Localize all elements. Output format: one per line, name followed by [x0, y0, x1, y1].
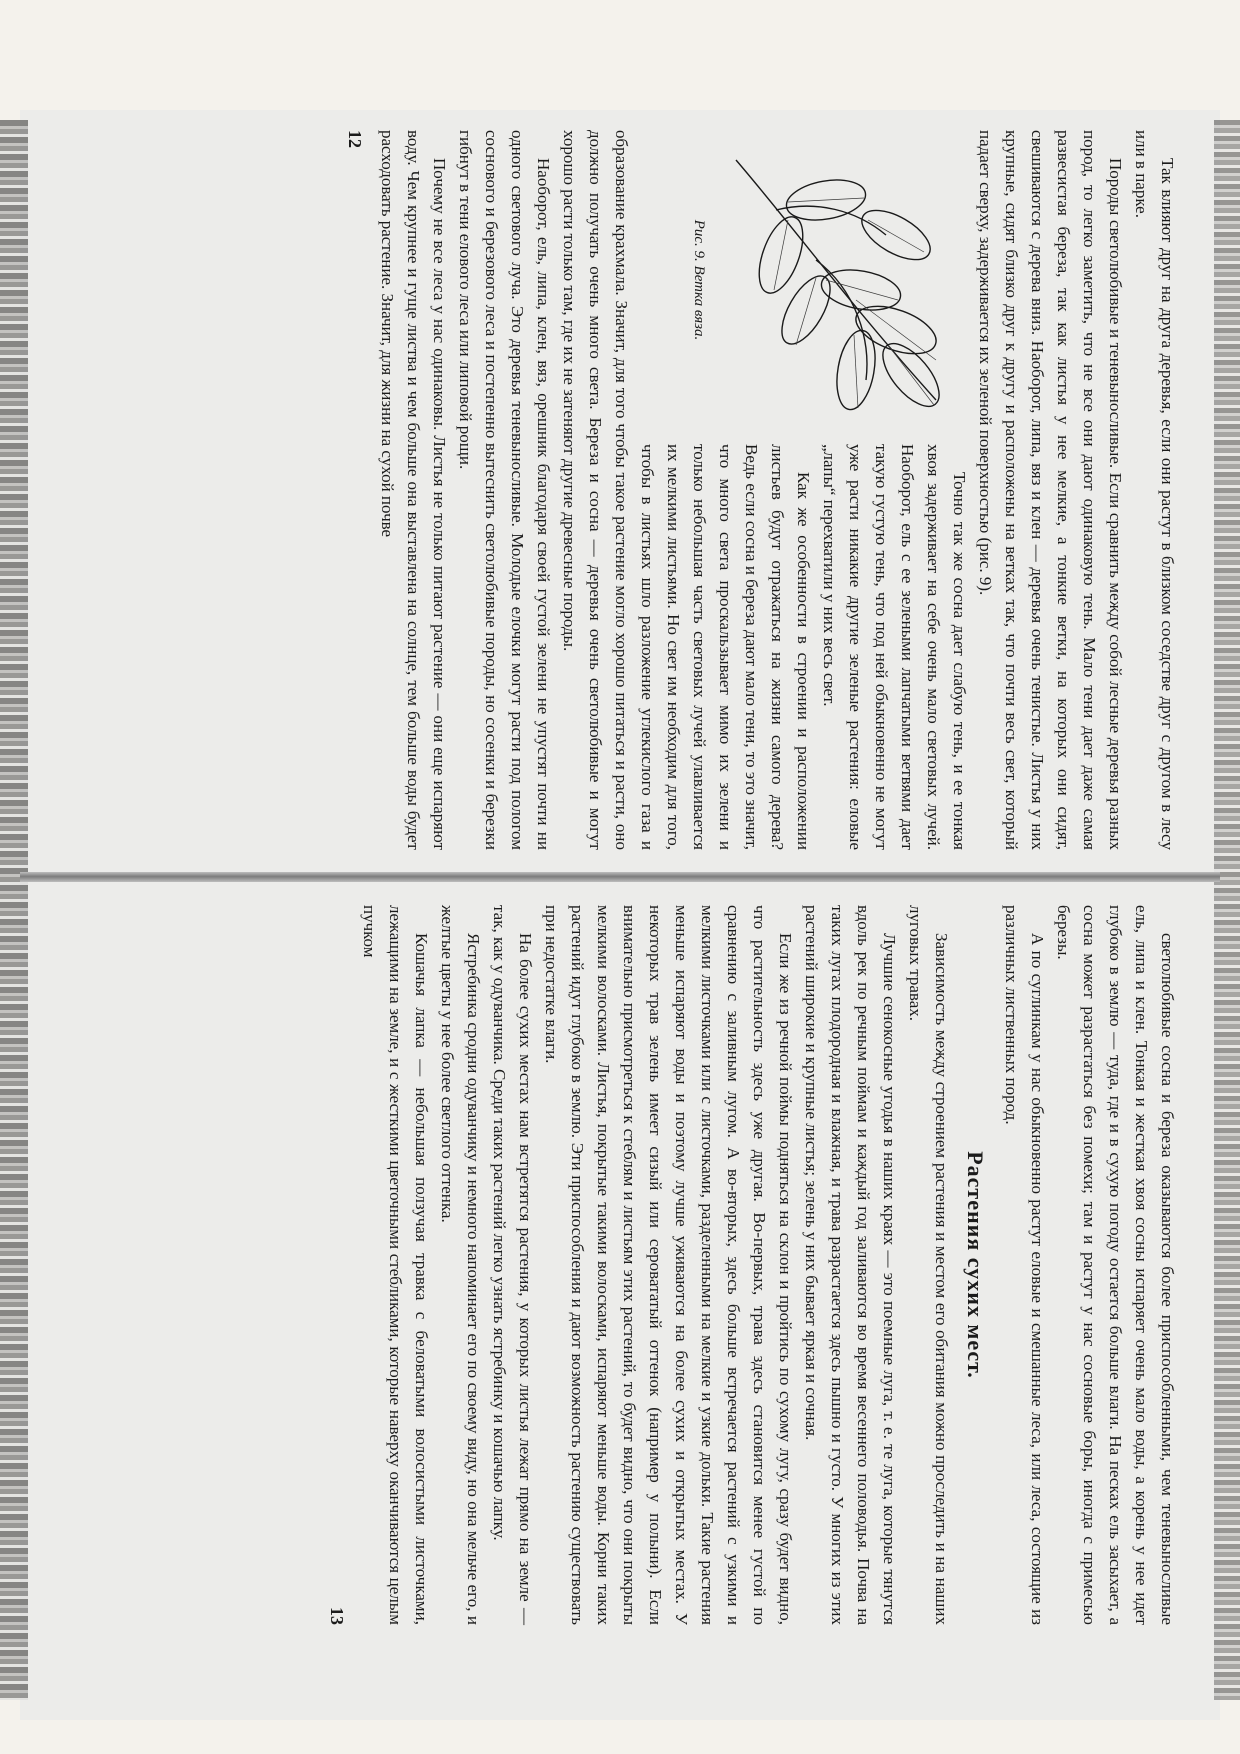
paragraph: Точно так же сосна дает слабую тень, и ее тонкая хвоя задерживает на себе очень мало световых лучей. Наоборот, ель с ее зелеными лапчатыми ветвями дает такую густую тень, что под ней обыкновенно не могут уже расти никакие другие зеленые растения: еловые „лапы“ перехватили у них весь свет.: [820, 444, 969, 850]
paragraph: Если же из речной поймы подняться на склон и пройтись по сухому лугу, сразу будет видно, что растительность здесь уже другая. Во-первых, трава здесь становится менее густой по сравнению с заливным лугом. А во-вторых, здесь больше встречается растений с узкими и мелкими листочками или с листочками, разделенными на мелкие и узкие дольки. Такие растения меньше испаряют воды и поэтому лучше уживаются на более сухих и открытых местах. У некоторых трав зелень имеет сизый или серовататый оттенок (например у полыни). Если внимательно присмотреться к стеблям и листьям этих растений, то будет видно, что они покрыты мелкими волосками. Листья, покрытые такими волосками, испаряют меньше воды. Корни таких растений идут глубоко в землю. Эти приспособления и дают возможность растению существовать при недостатке влаги.: [542, 905, 795, 1625]
paragraph: На более сухих местах нам встретятся растения, у которых листья лежат прямо на земле — так, как у одуванчика. Среди таких растений легко узнать ястребинку и кошачью лапку.: [490, 905, 535, 1625]
elm-branch-illustration-icon: [716, 140, 966, 420]
page-number: 12: [345, 130, 365, 148]
paragraph: Кошачья лапка — небольшая ползучая травка с беловатыми волосистыми листочками, лежащими на земле, и с жесткими цветочными стебликами, которые наверху оканчиваются целым пучком: [360, 905, 431, 1625]
figure-elm-branch: [666, 130, 966, 430]
scan-edge-right: [1214, 120, 1240, 1700]
paragraph: Наоборот, ель, липа, клен, вяз, орешник благодаря своей густой зелени не упустят почти ни одного светового луча. Это деревья теневыносливые. Молодые елочки могут расти под пологом соснового и березового леса и постепенно вытеснить светолюбивые породы, но сосенки и березки гибнут в тени елового леса или липовой рощи.: [456, 130, 553, 850]
page-13: [60, 905, 1180, 1625]
section-heading: Растения сухих мест.: [963, 1151, 988, 1379]
paragraph: светолюбивые сосна и береза оказываются более приспособленными, чем теневыносливые ель, липа и клен. Тонкая и жесткая хвоя сосны испаряет очень мало воды, а корень у нее идет глубоко в землю — туда, где и в сухую погоду остается больше влаги. На песках ель засыхает, а сосна может разрастаться без помехи; там и растут у нас сосновые боры, иногда с примесью березы.: [1054, 905, 1177, 1625]
paragraph: А по суглинкам у нас обыкновенно растут еловые и смешанные леса, или леса, состоящие из различных лиственных пород.: [1002, 905, 1047, 1625]
page-number: 13: [327, 1607, 347, 1625]
figure-caption: Рис. 9. Ветка вяза.: [691, 219, 707, 341]
paragraph: Зависимость между строением растения и местом его обитания можно проследить и на наших луговых травах.: [906, 905, 951, 1625]
page-12: [60, 130, 1180, 850]
paragraph: Ястребинка сродни одуванчику и немного напоминает его по своему виду, но она мельче его, и желтые цветы у нее более светлого оттенка.: [438, 905, 483, 1625]
book-fold: [20, 872, 1220, 882]
paragraph: Почему не все леса у нас одинаковы. Листья не только питают растение — они еще испаряют воду. Чем крупнее и гуще листва и чем больше она выставлена на солнце, тем больше воды будет расходовать растение. Значит, для жизни на сухой почве: [378, 130, 449, 850]
paragraph: Так влияют друг на друга деревья, если они растут в близком соседстве друг с другом в лесу или в парке.: [1132, 130, 1177, 850]
paragraph: Лучшие сенокосные угодья в наших краях — это поемные луга, т. е. те луга, которые тянутся вдоль рек по речным поймам и каждый год заливаются во время весеннего половодья. Почва на таких лугах плодородная и влажная, и трава разрастается здесь пышно и густо. У многих из этих растений широкие и крупные листья; зелень у них бывает яркая и сочная.: [802, 905, 899, 1625]
scan-edge-left: [0, 120, 28, 1700]
paragraph: Как же особенности в строении и расположении листьев будут отражаться на жизни самого дерева? Ведь если сосна и береза дают мало тени, то это значит, что много света проскальзывает мимо их зелени и только небольшая часть световых лучей улавливается их мелкими листьями. Но свет им необходим для того, чтобы в листьях шло разложение углекислого газа и образование крахмала. Значит, для того чтобы такое растение могло хорошо питаться и расти, оно должно получать очень много света. Береза и сосна — деревья очень светолюбивые и могут хорошо расти только там, где их не затеняют другие древесные породы.: [560, 130, 813, 850]
paragraph: Породы светолюбивые и теневыносливые. Если сравнить между собой лесные деревья разных пород, то легко заметить, что не все они дают одинаковую тень. Мало тени дает даже самая развесистая береза, так как листья у нее мелкие, а тонкие ветки, на которых они сидят, свешиваются с дерева вниз. Наоборот, липа, вяз и клен — деревья очень тенистые. Листья у них крупные, сидят близко друг к другу и расположены на ветках так, что почти весь свет, который падает сверху, задерживается их зеленой поверхностью (рис. 9).: [976, 130, 1125, 850]
